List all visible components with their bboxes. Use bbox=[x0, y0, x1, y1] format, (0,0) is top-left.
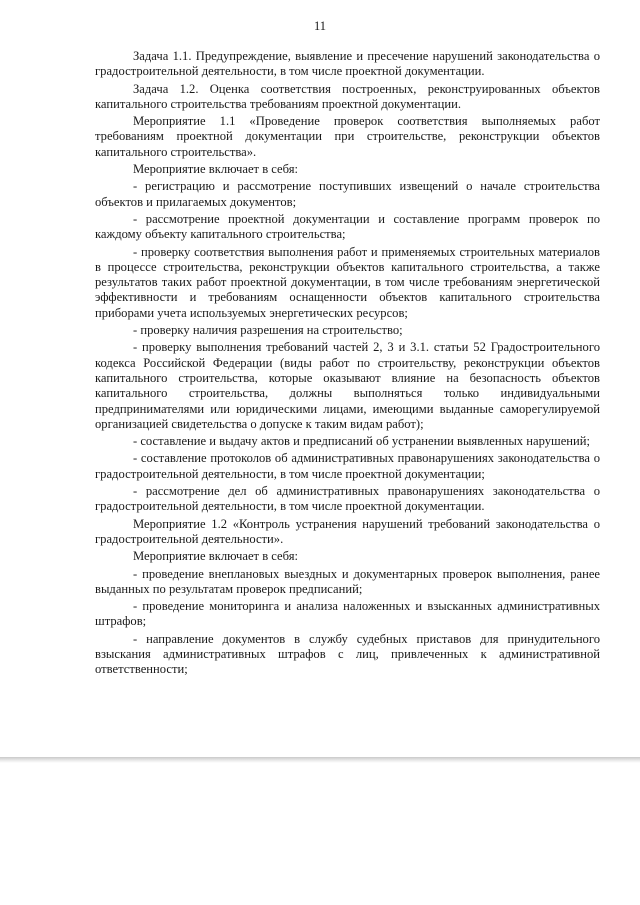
document-body bbox=[95, 49, 600, 680]
scan-edge-shadow bbox=[0, 757, 640, 763]
paragraph-task-1-1: Задача 1.1. Предупреждение, выявление и пресечение нарушений законодательства о градостроительной деятельности, в том числе проектной документации. bbox=[95, 49, 600, 79]
list-item: - проверку выполнения требований частей 2, 3 и 3.1. статьи 52 Градостроительного кодекса Российской Федерации (виды работ по строительству, реконструкции объектов капитального строительства, которые оказывают влияние на безопасность объектов капитального строительства, должны выполняться только индивидуальными предпринимателями или юридическими лицами, имеющими выданные саморегулируемой организацией свидетельства о допуске к таким видам работ); bbox=[95, 340, 600, 431]
paragraph-measure-1-2: Мероприятие 1.2 «Контроль устранения нарушений требований законодательства о градостроительной деятельности». bbox=[95, 516, 600, 546]
list-item: - проведение внеплановых выездных и документарных проверок выполнения, ранее выданных по результатам проверок предписаний; bbox=[95, 566, 600, 596]
list-item: - рассмотрение проектной документации и составление программ проверок по каждому объекту капитального строительства; bbox=[95, 211, 600, 242]
page-number: 11 bbox=[313, 19, 327, 33]
paragraph-measure-1-1: Мероприятие 1.1 «Проведение проверок соответствия выполняемых работ требованиям проектной документации при строительстве, реконструкции объектов капитального строительства». bbox=[95, 114, 600, 159]
list-item: - проверку соответствия выполнения работ и применяемых строительных материалов в процессе строительства, реконструкции объектов капитального строительства, а также результатов таких работ проектной документации, в том числе требованиям энергетической эффективности и требованиям оснащенности объектов капитального строительства приборами учета используемых энергетических ресурсов; bbox=[95, 244, 600, 320]
list-item: - составление и выдачу актов и предписаний об устранении выявленных нарушений; bbox=[133, 434, 591, 449]
list-item: - рассмотрение дел об административных правонарушениях законодательства о градостроительной деятельности, в том числе проектной документации. bbox=[95, 484, 600, 514]
list-item: - проведение мониторинга и анализа наложенных и взысканных административных штрафов; bbox=[95, 599, 600, 629]
paragraph-includes: Мероприятие включает в себя: bbox=[133, 549, 299, 564]
list-item: - регистрацию и рассмотрение поступивших извещений о начале строительства объектов и прилагаемых документов; bbox=[95, 179, 600, 209]
list-item: - проверку наличия разрешения на строительство; bbox=[133, 323, 403, 338]
list-item: - направление документов в службу судебных приставов для принудительного взыскания административных штрафов с лиц, привлеченных к административной ответственности; bbox=[95, 631, 600, 677]
paragraph-includes: Мероприятие включает в себя: bbox=[133, 162, 299, 177]
paragraph-task-1-2: Задача 1.2. Оценка соответствия построенных, реконструированных объектов капитального строительства требованиям проектной документации. bbox=[95, 81, 600, 111]
list-item: - составление протоколов об административных правонарушениях законодательства о градостроительной деятельности, в том числе проектной документации; bbox=[95, 451, 600, 481]
